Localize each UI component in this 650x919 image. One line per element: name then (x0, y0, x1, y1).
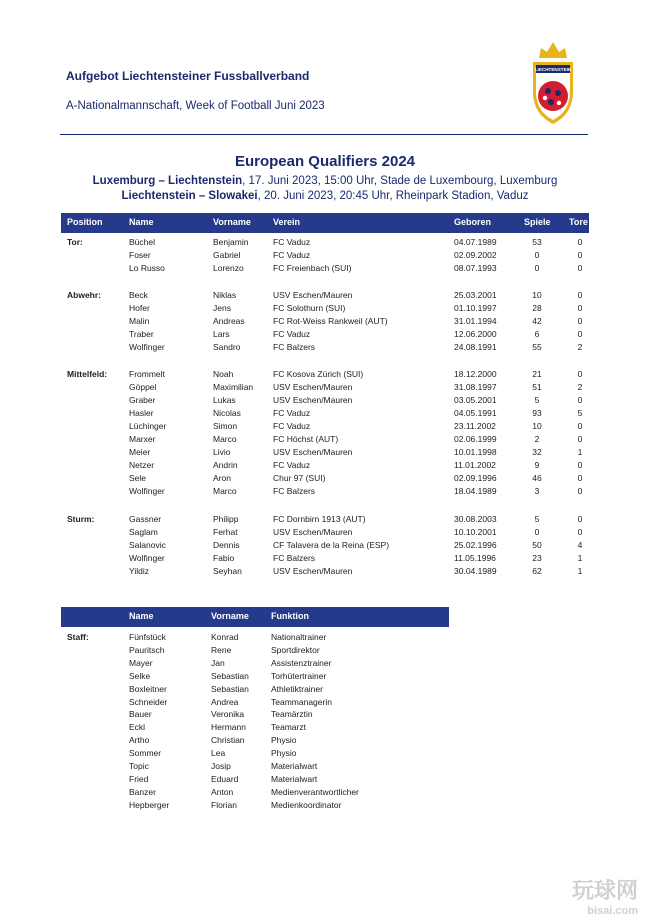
club-cell: USV Eschen/Mauren (273, 566, 353, 576)
staff-role-cell: Physio (271, 748, 297, 759)
staff-row (61, 747, 589, 760)
club-cell: FC Balzers (273, 553, 316, 563)
staff-name-cell: Hepberger (129, 799, 170, 810)
caps-cell: 10 (532, 290, 542, 300)
goals-cell: 0 (577, 421, 583, 431)
caps-cell: 55 (532, 342, 542, 352)
staff-name-cell: Topic (129, 761, 149, 771)
club-cell: FC Solothurn (SUI) (273, 303, 346, 313)
first-name-cell: Lars (213, 329, 230, 339)
staff-row (61, 657, 589, 670)
birthdate-cell: 10.10.2001 (454, 527, 497, 537)
name-cell: Hofer (129, 303, 150, 313)
staff-row (61, 721, 589, 734)
caps-cell: 42 (532, 316, 542, 326)
first-name-cell: Andrin (213, 460, 238, 470)
name-cell: Göppel (129, 382, 157, 392)
name-cell: Frommelt (129, 369, 165, 379)
staff-row (61, 708, 589, 721)
staff-name-cell: Bauer (129, 709, 152, 720)
birthdate-cell: 11.05.1996 (454, 553, 496, 563)
first-name-cell: Simon (213, 421, 238, 431)
name-cell: Wolfinger (129, 486, 165, 496)
goals-cell: 0 (577, 486, 583, 496)
club-cell: FC Vaduz (273, 408, 311, 418)
name-cell: Wolfinger (129, 553, 165, 563)
goals-cell: 0 (577, 473, 583, 483)
player-row (61, 328, 589, 341)
club-cell: FC Vaduz (273, 460, 311, 470)
club-cell: FC Vaduz (273, 250, 311, 260)
goals-cell: 0 (577, 369, 583, 379)
birthdate-cell: 18.12.2000 (454, 369, 497, 379)
staff-table-header: Name Vorname Funktion (61, 607, 449, 627)
birthdate-cell: 25.02.1996 (454, 540, 497, 550)
staff-row (61, 631, 589, 644)
staff-first-name-cell: Christian (211, 735, 245, 746)
player-row (61, 552, 589, 565)
first-name-cell: Jens (213, 303, 231, 313)
position-cell: Mittelfeld: (67, 369, 108, 379)
federation-title: Aufgebot Liechtensteiner Fussballverband (66, 69, 310, 83)
club-cell: FC Vaduz (273, 237, 311, 247)
first-name-cell: Dennis (213, 540, 240, 550)
staff-first-name-cell: Veronika (211, 709, 245, 720)
birthdate-cell: 18.04.1989 (454, 486, 497, 496)
club-cell: FC Balzers (273, 342, 316, 352)
first-name-cell: Niklas (213, 290, 237, 300)
club-cell: USV Eschen/Mauren (273, 395, 353, 405)
player-row (61, 407, 589, 420)
player-row (61, 472, 589, 485)
goals-cell: 0 (577, 250, 583, 260)
player-row (61, 526, 589, 539)
goals-cell: 2 (577, 382, 583, 392)
staff-role-cell: Teamärztin (271, 709, 313, 720)
staff-role-cell: Medienverantwortlicher (271, 786, 359, 797)
watermark-domain: bisai.com (587, 905, 638, 917)
caps-cell: 5 (534, 514, 540, 524)
player-row (61, 394, 589, 407)
caps-cell: 93 (532, 408, 542, 418)
first-name-cell: Livio (213, 447, 231, 457)
caps-cell: 3 (534, 486, 540, 496)
staff-name-cell: Fried (129, 773, 149, 784)
birthdate-cell: 02.06.1999 (454, 434, 497, 444)
name-cell: Saglam (129, 527, 158, 537)
player-row (61, 539, 589, 552)
player-row (61, 420, 589, 433)
staff-name-cell: Eckl (129, 722, 146, 733)
header-divider (60, 134, 588, 135)
first-name-cell: Seyhan (213, 566, 242, 576)
position-cell: Abwehr: (67, 290, 101, 300)
staff-role-cell: Materialwart (271, 761, 318, 771)
goals-cell: 1 (577, 553, 583, 563)
watermark-site: 玩球网 (571, 878, 638, 903)
staff-first-name-cell: Eduard (211, 773, 239, 784)
player-row (61, 381, 589, 394)
club-cell: FC Freienbach (SUI) (273, 263, 352, 273)
first-name-cell: Aron (213, 473, 231, 483)
staff-first-name-cell: Andrea (211, 696, 239, 707)
staff-first-name-cell: Rene (211, 644, 232, 655)
caps-cell: 32 (532, 447, 542, 457)
club-cell: FC Vaduz (273, 329, 311, 339)
team-subtitle: A-Nationalmannschaft, Week of Football Juni 2023 (66, 100, 325, 112)
staff-row (61, 799, 589, 812)
name-cell: Netzer (129, 460, 155, 470)
goals-cell: 0 (577, 527, 583, 537)
first-name-cell: Noah (213, 369, 234, 379)
caps-cell: 46 (532, 473, 542, 483)
caps-cell: 21 (532, 369, 542, 379)
birthdate-cell: 24.08.1991 (454, 342, 497, 352)
player-row (61, 315, 589, 328)
staff-name-cell: Mayer (129, 657, 153, 668)
birthdate-cell: 10.01.1998 (454, 447, 497, 457)
birthdate-cell: 11.01.2002 (454, 460, 496, 470)
goals-cell: 0 (577, 395, 583, 405)
staff-role-cell: Medienkoordinator (271, 799, 342, 810)
birthdate-cell: 30.08.2003 (454, 514, 497, 524)
player-row (61, 302, 589, 315)
name-cell: Lüchinger (129, 421, 167, 431)
name-cell: Büchel (129, 237, 155, 247)
staff-name-cell: Schneider (129, 696, 168, 707)
caps-cell: 28 (532, 303, 542, 313)
caps-cell: 0 (534, 250, 540, 260)
name-cell: Beck (129, 290, 148, 300)
birthdate-cell: 02.09.2002 (454, 250, 497, 260)
staff-first-name-cell: Hermann (211, 722, 246, 733)
player-row (61, 433, 589, 446)
first-name-cell: Gabriel (213, 250, 241, 260)
caps-cell: 0 (534, 263, 540, 273)
goals-cell: 0 (577, 303, 583, 313)
staff-row (61, 773, 589, 786)
club-cell: USV Eschen/Mauren (273, 447, 353, 457)
player-row (61, 565, 589, 578)
staff-role-cell: Torhütertrainer (271, 670, 327, 681)
staff-row (61, 683, 589, 696)
name-cell: Malin (129, 316, 150, 326)
birthdate-cell: 12.06.2000 (454, 329, 497, 339)
page-title: European Qualifiers 2024 (234, 153, 416, 170)
staff-name-cell: Fünfstück (129, 632, 166, 642)
caps-cell: 6 (534, 329, 540, 339)
goals-cell: 0 (577, 263, 583, 273)
staff-first-name-cell: Jan (211, 657, 225, 668)
staff-role-cell: Materialwart (271, 773, 318, 784)
staff-first-name-cell: Josip (211, 761, 231, 771)
player-row (61, 262, 589, 275)
first-name-cell: Benjamin (213, 237, 249, 247)
player-row (61, 368, 589, 381)
first-name-cell: Sandro (213, 342, 241, 352)
club-cell: FC Höchst (AUT) (273, 434, 339, 444)
first-name-cell: Marco (213, 434, 237, 444)
caps-cell: 53 (532, 237, 542, 247)
staff-label: Staff: (67, 632, 89, 642)
club-cell: FC Kosova Zürich (SUI) (273, 369, 364, 379)
name-cell: Sele (129, 473, 147, 483)
birthdate-cell: 04.05.1991 (454, 408, 497, 418)
club-cell: Chur 97 (SUI) (273, 473, 326, 483)
birthdate-cell: 02.09.1996 (454, 473, 497, 483)
staff-first-name-cell: Sebastian (211, 670, 249, 681)
name-cell: Wolfinger (129, 342, 165, 352)
staff-role-cell: Athletiktrainer (271, 683, 323, 694)
caps-cell: 50 (532, 540, 542, 550)
staff-first-name-cell: Sebastian (211, 683, 249, 694)
club-cell: USV Eschen/Mauren (273, 382, 353, 392)
goals-cell: 1 (577, 566, 583, 576)
birthdate-cell: 23.11.2002 (454, 421, 496, 431)
caps-cell: 0 (534, 527, 540, 537)
player-row (61, 513, 589, 526)
player-row (61, 249, 589, 262)
goals-cell: 0 (577, 329, 583, 339)
birthdate-cell: 31.01.1994 (454, 316, 497, 326)
name-cell: Hasler (129, 408, 154, 418)
staff-name-cell: Boxleitner (129, 683, 167, 694)
birthdate-cell: 08.07.1993 (454, 263, 497, 273)
birthdate-cell: 25.03.2001 (454, 290, 497, 300)
goals-cell: 0 (577, 290, 583, 300)
goals-cell: 0 (577, 460, 583, 470)
staff-first-name-cell: Lea (211, 748, 226, 759)
first-name-cell: Maximilian (213, 382, 254, 392)
goals-cell: 4 (577, 540, 583, 550)
first-name-cell: Nicolas (213, 408, 241, 418)
caps-cell: 5 (534, 395, 540, 405)
players-table-header: Position Name Vorname Verein Geboren Spiele Tore (61, 213, 589, 233)
name-cell: Gassner (129, 514, 162, 524)
goals-cell: 0 (577, 514, 583, 524)
player-row (61, 446, 589, 459)
staff-name-cell: Banzer (129, 786, 156, 797)
first-name-cell: Fabio (213, 553, 235, 563)
player-row (61, 341, 589, 354)
staff-row (61, 760, 589, 773)
first-name-cell: Ferhat (213, 527, 238, 537)
lfv-crest-logo (527, 40, 579, 126)
staff-name-cell: Selke (129, 670, 151, 681)
player-row (61, 485, 589, 498)
staff-row (61, 786, 589, 799)
position-cell: Tor: (67, 237, 83, 247)
staff-role-cell: Sportdirektor (271, 644, 320, 655)
caps-cell: 10 (532, 421, 542, 431)
caps-cell: 23 (532, 553, 542, 563)
goals-cell: 5 (577, 408, 583, 418)
staff-name-cell: Sommer (129, 748, 162, 759)
name-cell: Yildiz (129, 566, 149, 576)
caps-cell: 9 (534, 460, 540, 470)
staff-first-name-cell: Konrad (211, 632, 239, 642)
club-cell: FC Balzers (273, 486, 316, 496)
club-cell: FC Vaduz (273, 421, 311, 431)
club-cell: CF Talavera de la Reina (ESP) (273, 540, 390, 550)
birthdate-cell: 31.08.1997 (454, 382, 497, 392)
player-row (61, 289, 589, 302)
name-cell: Traber (129, 329, 154, 339)
caps-cell: 62 (532, 566, 542, 576)
match-1: Luxemburg – Liechtenstein, 17. Juni 2023, 15:00 Uhr, Stade de Luxembourg, Luxemburg (92, 175, 558, 187)
player-row (61, 459, 589, 472)
caps-cell: 51 (532, 382, 542, 392)
position-cell: Sturm: (67, 514, 95, 524)
birthdate-cell: 01.10.1997 (454, 303, 497, 313)
staff-role-cell: Physio (271, 735, 297, 746)
first-name-cell: Andreas (213, 316, 245, 326)
goals-cell: 2 (577, 342, 583, 352)
first-name-cell: Lukas (213, 395, 236, 405)
goals-cell: 1 (577, 447, 583, 457)
name-cell: Meier (129, 447, 151, 457)
staff-name-cell: Artho (129, 735, 150, 746)
svg-text:LIECHTENSTEIN: LIECHTENSTEIN (534, 67, 572, 72)
staff-row (61, 734, 589, 747)
staff-row (61, 696, 589, 709)
staff-role-cell: Nationaltrainer (271, 632, 327, 642)
goals-cell: 0 (577, 434, 583, 444)
birthdate-cell: 04.07.1989 (454, 237, 497, 247)
staff-first-name-cell: Florian (211, 799, 237, 810)
caps-cell: 2 (534, 434, 540, 444)
club-cell: FC Dornbirn 1913 (AUT) (273, 514, 366, 524)
name-cell: Marxer (129, 434, 156, 444)
staff-first-name-cell: Anton (211, 786, 234, 797)
birthdate-cell: 30.04.1989 (454, 566, 497, 576)
club-cell: USV Eschen/Mauren (273, 290, 353, 300)
name-cell: Lo Russo (129, 263, 165, 273)
match-2: Liechtenstein – Slowakei, 20. Juni 2023, 20:45 Uhr, Rheinpark Stadion, Vaduz (121, 190, 529, 202)
player-row (61, 236, 589, 249)
staff-role-cell: Teamarzt (271, 722, 306, 733)
staff-row (61, 644, 589, 657)
first-name-cell: Marco (213, 486, 237, 496)
goals-cell: 0 (577, 316, 583, 326)
first-name-cell: Lorenzo (213, 263, 244, 273)
name-cell: Foser (129, 250, 151, 260)
club-cell: FC Rot-Weiss Rankweil (AUT) (273, 316, 388, 326)
birthdate-cell: 03.05.2001 (454, 395, 497, 405)
staff-role-cell: Teammanagerin (271, 696, 332, 707)
club-cell: USV Eschen/Mauren (273, 527, 353, 537)
name-cell: Salanovic (129, 540, 166, 550)
staff-name-cell: Pauritsch (129, 644, 165, 655)
staff-role-cell: Assistenztrainer (271, 657, 332, 668)
goals-cell: 0 (577, 237, 583, 247)
staff-row (61, 670, 589, 683)
name-cell: Graber (129, 395, 156, 405)
first-name-cell: Philipp (213, 514, 239, 524)
